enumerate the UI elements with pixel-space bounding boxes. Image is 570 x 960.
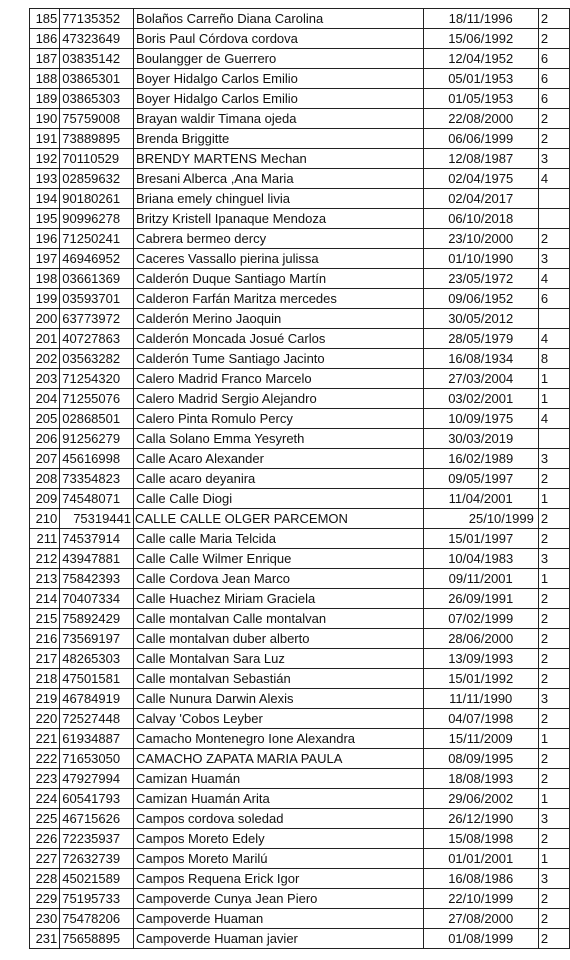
table-row: [30, 829, 570, 849]
full-name-cell: Calla Solano Emma Yesyreth: [134, 429, 424, 449]
dni-cell: 74537914: [60, 529, 134, 549]
table-row: [30, 609, 570, 629]
birth-date-cell: 18/11/1996: [423, 9, 538, 29]
dni-cell: 70110529: [60, 149, 134, 169]
dni-cell: 75478206: [60, 909, 134, 929]
birth-date-cell: 23/05/1972: [423, 269, 538, 289]
age-cell: 2: [538, 889, 569, 909]
age-cell: 1: [538, 489, 569, 509]
table-row: [30, 309, 570, 329]
table-row: [30, 669, 570, 689]
birth-date-cell: 27/08/2000: [423, 909, 538, 929]
full-name-cell: Calderón Moncada Josué Carlos: [134, 329, 424, 349]
birth-date-cell: 30/03/2019: [423, 429, 538, 449]
row-number-cell: 225: [30, 809, 60, 829]
age-cell: 3: [538, 869, 569, 889]
table-row: [30, 869, 570, 889]
birth-date-cell: 04/07/1998: [423, 709, 538, 729]
row-number-cell: 195: [30, 209, 60, 229]
dni-cell: 70407334: [60, 589, 134, 609]
row-number-cell: 207: [30, 449, 60, 469]
dni-cell: 75892429: [60, 609, 134, 629]
birth-date-cell: 29/06/2002: [423, 789, 538, 809]
table-row: [30, 369, 570, 389]
full-name-cell: Calle montalvan Calle montalvan: [134, 609, 424, 629]
birth-date-cell: 15/08/1998: [423, 829, 538, 849]
birth-date-cell: 15/11/2009: [423, 729, 538, 749]
full-name-cell: Calderón Merino Jaoquin: [134, 309, 424, 329]
age-cell: 3: [538, 449, 569, 469]
row-number-cell: 213: [30, 569, 60, 589]
age-cell: 1: [538, 369, 569, 389]
age-cell: 2: [538, 229, 569, 249]
row-number-cell: 219: [30, 689, 60, 709]
age-cell: 2: [538, 109, 569, 129]
dni-cell: 73569197: [60, 629, 134, 649]
full-name-cell: Calle Nunura Darwin Alexis: [134, 689, 424, 709]
row-number-cell: 203: [30, 369, 60, 389]
age-cell: [538, 189, 569, 209]
dni-cell: 02859632: [60, 169, 134, 189]
table-row: [30, 189, 570, 209]
full-name-cell: Calderón Tume Santiago Jacinto: [134, 349, 424, 369]
table-row: [30, 109, 570, 129]
birth-date-cell: 06/10/2018: [423, 209, 538, 229]
full-name-cell: Boris Paul Córdova cordova: [134, 29, 424, 49]
dni-cell: 48265303: [60, 649, 134, 669]
birth-date-cell: 12/08/1987: [423, 149, 538, 169]
dni-cell: 90996278: [60, 209, 134, 229]
full-name-cell: Calle Huachez Miriam Graciela: [134, 589, 424, 609]
age-cell: 2: [538, 509, 569, 529]
dni-cell: 03661369: [60, 269, 134, 289]
row-number-cell: 201: [30, 329, 60, 349]
dni-cell: 72235937: [60, 829, 134, 849]
row-number-cell: 200: [30, 309, 60, 329]
full-name-cell: Campoverde Cunya Jean Piero: [134, 889, 424, 909]
table-row: [30, 289, 570, 309]
registry-table: [29, 8, 570, 949]
age-cell: 6: [538, 49, 569, 69]
birth-date-cell: 03/02/2001: [423, 389, 538, 409]
age-cell: 3: [538, 149, 569, 169]
row-number-cell: 187: [30, 49, 60, 69]
table-row: [30, 169, 570, 189]
dni-cell: 60541793: [60, 789, 134, 809]
dni-cell: 46946952: [60, 249, 134, 269]
dni-cell: 45616998: [60, 449, 134, 469]
birth-date-cell: 26/09/1991: [423, 589, 538, 609]
dni-cell: 61934887: [60, 729, 134, 749]
full-name-cell: Boulangger de Guerrero: [134, 49, 424, 69]
dni-cell: 47927994: [60, 769, 134, 789]
dni-cell: 71250241: [60, 229, 134, 249]
full-name-cell: Calle Calle Wilmer Enrique: [134, 549, 424, 569]
age-cell: 3: [538, 809, 569, 829]
table-row: [30, 789, 570, 809]
dni-cell: 46715626: [60, 809, 134, 829]
dni-cell: 77135352: [60, 9, 134, 29]
row-number-cell: 224: [30, 789, 60, 809]
full-name-cell: Calle Acaro Alexander: [134, 449, 424, 469]
dni-cell: 75319441: [60, 509, 134, 529]
dni-cell: 73354823: [60, 469, 134, 489]
age-cell: 3: [538, 689, 569, 709]
dni-cell: 75759008: [60, 109, 134, 129]
row-number-cell: 229: [30, 889, 60, 909]
full-name-cell: Calle calle Maria Telcida: [134, 529, 424, 549]
table-row: [30, 9, 570, 29]
row-number-cell: 199: [30, 289, 60, 309]
age-cell: 2: [538, 709, 569, 729]
dni-cell: 03865303: [60, 89, 134, 109]
birth-date-cell: 07/02/1999: [423, 609, 538, 629]
full-name-cell: Calle Montalvan Sara Luz: [134, 649, 424, 669]
dni-cell: 71254320: [60, 369, 134, 389]
table-row: [30, 629, 570, 649]
age-cell: 1: [538, 729, 569, 749]
table-row: [30, 229, 570, 249]
birth-date-cell: 28/06/2000: [423, 629, 538, 649]
table-row: [30, 889, 570, 909]
row-number-cell: 228: [30, 869, 60, 889]
dni-cell: 72527448: [60, 709, 134, 729]
row-number-cell: 223: [30, 769, 60, 789]
age-cell: 2: [538, 769, 569, 789]
table-row: [30, 449, 570, 469]
dni-cell: 75195733: [60, 889, 134, 909]
row-number-cell: 222: [30, 749, 60, 769]
dni-cell: 46784919: [60, 689, 134, 709]
full-name-cell: Calero Pinta Romulo Percy: [134, 409, 424, 429]
birth-date-cell: 08/09/1995: [423, 749, 538, 769]
birth-date-cell: 01/10/1990: [423, 249, 538, 269]
table-row: [30, 269, 570, 289]
table-row: [30, 809, 570, 829]
age-cell: 2: [538, 589, 569, 609]
row-number-cell: 215: [30, 609, 60, 629]
table-row: [30, 249, 570, 269]
age-cell: 2: [538, 529, 569, 549]
row-number-cell: 230: [30, 909, 60, 929]
table-row: [30, 769, 570, 789]
birth-date-cell: 11/04/2001: [423, 489, 538, 509]
table-row: [30, 429, 570, 449]
full-name-cell: Campos cordova soledad: [134, 809, 424, 829]
birth-date-cell: 23/10/2000: [423, 229, 538, 249]
full-name-cell: CALLE CALLE OLGER PARCEMON: [134, 509, 424, 529]
registry-table-body: [30, 9, 570, 949]
row-number-cell: 188: [30, 69, 60, 89]
birth-date-cell: 01/05/1953: [423, 89, 538, 109]
age-cell: 2: [538, 649, 569, 669]
full-name-cell: Brayan waldir Timana ojeda: [134, 109, 424, 129]
age-cell: 2: [538, 129, 569, 149]
age-cell: 6: [538, 69, 569, 89]
age-cell: [538, 309, 569, 329]
birth-date-cell: 09/05/1997: [423, 469, 538, 489]
dni-cell: 71653050: [60, 749, 134, 769]
row-number-cell: 211: [30, 529, 60, 549]
row-number-cell: 189: [30, 89, 60, 109]
row-number-cell: 185: [30, 9, 60, 29]
row-number-cell: 192: [30, 149, 60, 169]
row-number-cell: 197: [30, 249, 60, 269]
row-number-cell: 208: [30, 469, 60, 489]
birth-date-cell: 01/08/1999: [423, 929, 538, 949]
birth-date-cell: 10/04/1983: [423, 549, 538, 569]
age-cell: 6: [538, 89, 569, 109]
birth-date-cell: 15/06/1992: [423, 29, 538, 49]
table-row: [30, 209, 570, 229]
birth-date-cell: 06/06/1999: [423, 129, 538, 149]
dni-cell: 73889895: [60, 129, 134, 149]
full-name-cell: Boyer Hidalgo Carlos Emilio: [134, 89, 424, 109]
birth-date-cell: 13/09/1993: [423, 649, 538, 669]
age-cell: 4: [538, 269, 569, 289]
birth-date-cell: 16/08/1934: [423, 349, 538, 369]
table-row: [30, 649, 570, 669]
age-cell: [538, 429, 569, 449]
age-cell: 4: [538, 409, 569, 429]
birth-date-cell: 02/04/1975: [423, 169, 538, 189]
age-cell: 2: [538, 909, 569, 929]
table-row: [30, 469, 570, 489]
table-row: [30, 409, 570, 429]
row-number-cell: 191: [30, 129, 60, 149]
age-cell: 2: [538, 629, 569, 649]
table-row: [30, 709, 570, 729]
table-row: [30, 909, 570, 929]
row-number-cell: 198: [30, 269, 60, 289]
age-cell: 1: [538, 789, 569, 809]
dni-cell: 72632739: [60, 849, 134, 869]
birth-date-cell: 18/08/1993: [423, 769, 538, 789]
table-row: [30, 549, 570, 569]
age-cell: 6: [538, 289, 569, 309]
birth-date-cell: 05/01/1953: [423, 69, 538, 89]
row-number-cell: 193: [30, 169, 60, 189]
full-name-cell: Calle montalvan Sebastián: [134, 669, 424, 689]
age-cell: 2: [538, 829, 569, 849]
row-number-cell: 209: [30, 489, 60, 509]
full-name-cell: Calderon Farfán Maritza mercedes: [134, 289, 424, 309]
full-name-cell: Campoverde Huaman: [134, 909, 424, 929]
dni-cell: 03593701: [60, 289, 134, 309]
age-cell: 1: [538, 389, 569, 409]
birth-date-cell: 22/10/1999: [423, 889, 538, 909]
full-name-cell: Calle Calle Diogi: [134, 489, 424, 509]
age-cell: 2: [538, 669, 569, 689]
full-name-cell: BRENDY MARTENS Mechan: [134, 149, 424, 169]
full-name-cell: Calvay 'Cobos Leyber: [134, 709, 424, 729]
row-number-cell: 205: [30, 409, 60, 429]
table-row: [30, 69, 570, 89]
dni-cell: 03563282: [60, 349, 134, 369]
dni-cell: 02868501: [60, 409, 134, 429]
birth-date-cell: 16/08/1986: [423, 869, 538, 889]
full-name-cell: Briana emely chinguel livia: [134, 189, 424, 209]
table-row: [30, 49, 570, 69]
full-name-cell: Calero Madrid Sergio Alejandro: [134, 389, 424, 409]
table-row: [30, 389, 570, 409]
birth-date-cell: 01/01/2001: [423, 849, 538, 869]
age-cell: 2: [538, 29, 569, 49]
row-number-cell: 226: [30, 829, 60, 849]
full-name-cell: Campos Moreto Marilú: [134, 849, 424, 869]
dni-cell: 75658895: [60, 929, 134, 949]
table-row: [30, 329, 570, 349]
full-name-cell: Campoverde Huaman javier: [134, 929, 424, 949]
table-row: [30, 749, 570, 769]
table-row: [30, 509, 570, 529]
dni-cell: 75842393: [60, 569, 134, 589]
age-cell: 2: [538, 609, 569, 629]
table-row: [30, 129, 570, 149]
age-cell: 2: [538, 469, 569, 489]
age-cell: 8: [538, 349, 569, 369]
full-name-cell: Boyer Hidalgo Carlos Emilio: [134, 69, 424, 89]
birth-date-cell: 25/10/1999: [423, 509, 538, 529]
age-cell: 1: [538, 569, 569, 589]
dni-cell: 40727863: [60, 329, 134, 349]
birth-date-cell: 27/03/2004: [423, 369, 538, 389]
row-number-cell: 231: [30, 929, 60, 949]
dni-cell: 03835142: [60, 49, 134, 69]
birth-date-cell: 09/11/2001: [423, 569, 538, 589]
birth-date-cell: 22/08/2000: [423, 109, 538, 129]
table-row: [30, 569, 570, 589]
age-cell: 2: [538, 929, 569, 949]
dni-cell: 47323649: [60, 29, 134, 49]
full-name-cell: Cabrera bermeo dercy: [134, 229, 424, 249]
dni-cell: 71255076: [60, 389, 134, 409]
dni-cell: 74548071: [60, 489, 134, 509]
row-number-cell: 214: [30, 589, 60, 609]
table-row: [30, 729, 570, 749]
row-number-cell: 194: [30, 189, 60, 209]
row-number-cell: 190: [30, 109, 60, 129]
birth-date-cell: 12/04/1952: [423, 49, 538, 69]
full-name-cell: Caceres Vassallo pierina julissa: [134, 249, 424, 269]
row-number-cell: 216: [30, 629, 60, 649]
row-number-cell: 212: [30, 549, 60, 569]
table-row: [30, 589, 570, 609]
full-name-cell: Bolaños Carreño Diana Carolina: [134, 9, 424, 29]
full-name-cell: Brenda Briggitte: [134, 129, 424, 149]
age-cell: 2: [538, 749, 569, 769]
row-number-cell: 218: [30, 669, 60, 689]
full-name-cell: Calle montalvan duber alberto: [134, 629, 424, 649]
age-cell: [538, 209, 569, 229]
dni-cell: 63773972: [60, 309, 134, 329]
table-row: [30, 529, 570, 549]
age-cell: 2: [538, 9, 569, 29]
table-row: [30, 89, 570, 109]
age-cell: 1: [538, 849, 569, 869]
birth-date-cell: 09/06/1952: [423, 289, 538, 309]
full-name-cell: Camacho Montenegro Ione Alexandra: [134, 729, 424, 749]
table-row: [30, 349, 570, 369]
table-row: [30, 29, 570, 49]
age-cell: 4: [538, 169, 569, 189]
table-row: [30, 929, 570, 949]
row-number-cell: 196: [30, 229, 60, 249]
full-name-cell: Britzy Kristell Ipanaque Mendoza: [134, 209, 424, 229]
table-row: [30, 149, 570, 169]
full-name-cell: Calle acaro deyanira: [134, 469, 424, 489]
age-cell: 3: [538, 549, 569, 569]
birth-date-cell: 26/12/1990: [423, 809, 538, 829]
age-cell: 4: [538, 329, 569, 349]
birth-date-cell: 02/04/2017: [423, 189, 538, 209]
full-name-cell: Campos Requena Erick Igor: [134, 869, 424, 889]
row-number-cell: 221: [30, 729, 60, 749]
birth-date-cell: 15/01/1997: [423, 529, 538, 549]
full-name-cell: Calero Madrid Franco Marcelo: [134, 369, 424, 389]
full-name-cell: CAMACHO ZAPATA MARIA PAULA: [134, 749, 424, 769]
row-number-cell: 186: [30, 29, 60, 49]
dni-cell: 90180261: [60, 189, 134, 209]
age-cell: 3: [538, 249, 569, 269]
birth-date-cell: 15/01/1992: [423, 669, 538, 689]
birth-date-cell: 11/11/1990: [423, 689, 538, 709]
row-number-cell: 217: [30, 649, 60, 669]
row-number-cell: 206: [30, 429, 60, 449]
table-row: [30, 689, 570, 709]
table-row: [30, 849, 570, 869]
birth-date-cell: 30/05/2012: [423, 309, 538, 329]
dni-cell: 91256279: [60, 429, 134, 449]
row-number-cell: 227: [30, 849, 60, 869]
dni-cell: 43947881: [60, 549, 134, 569]
full-name-cell: Calle Cordova Jean Marco: [134, 569, 424, 589]
full-name-cell: Calderón Duque Santiago Martín: [134, 269, 424, 289]
row-number-cell: 210: [30, 509, 60, 529]
dni-cell: 03865301: [60, 69, 134, 89]
full-name-cell: Camizan Huamán Arita: [134, 789, 424, 809]
dni-cell: 47501581: [60, 669, 134, 689]
full-name-cell: Bresani Alberca ,Ana Maria: [134, 169, 424, 189]
birth-date-cell: 16/02/1989: [423, 449, 538, 469]
birth-date-cell: 10/09/1975: [423, 409, 538, 429]
full-name-cell: Campos Moreto Edely: [134, 829, 424, 849]
dni-cell: 45021589: [60, 869, 134, 889]
table-row: [30, 489, 570, 509]
row-number-cell: 202: [30, 349, 60, 369]
birth-date-cell: 28/05/1979: [423, 329, 538, 349]
row-number-cell: 220: [30, 709, 60, 729]
full-name-cell: Camizan Huamán: [134, 769, 424, 789]
row-number-cell: 204: [30, 389, 60, 409]
